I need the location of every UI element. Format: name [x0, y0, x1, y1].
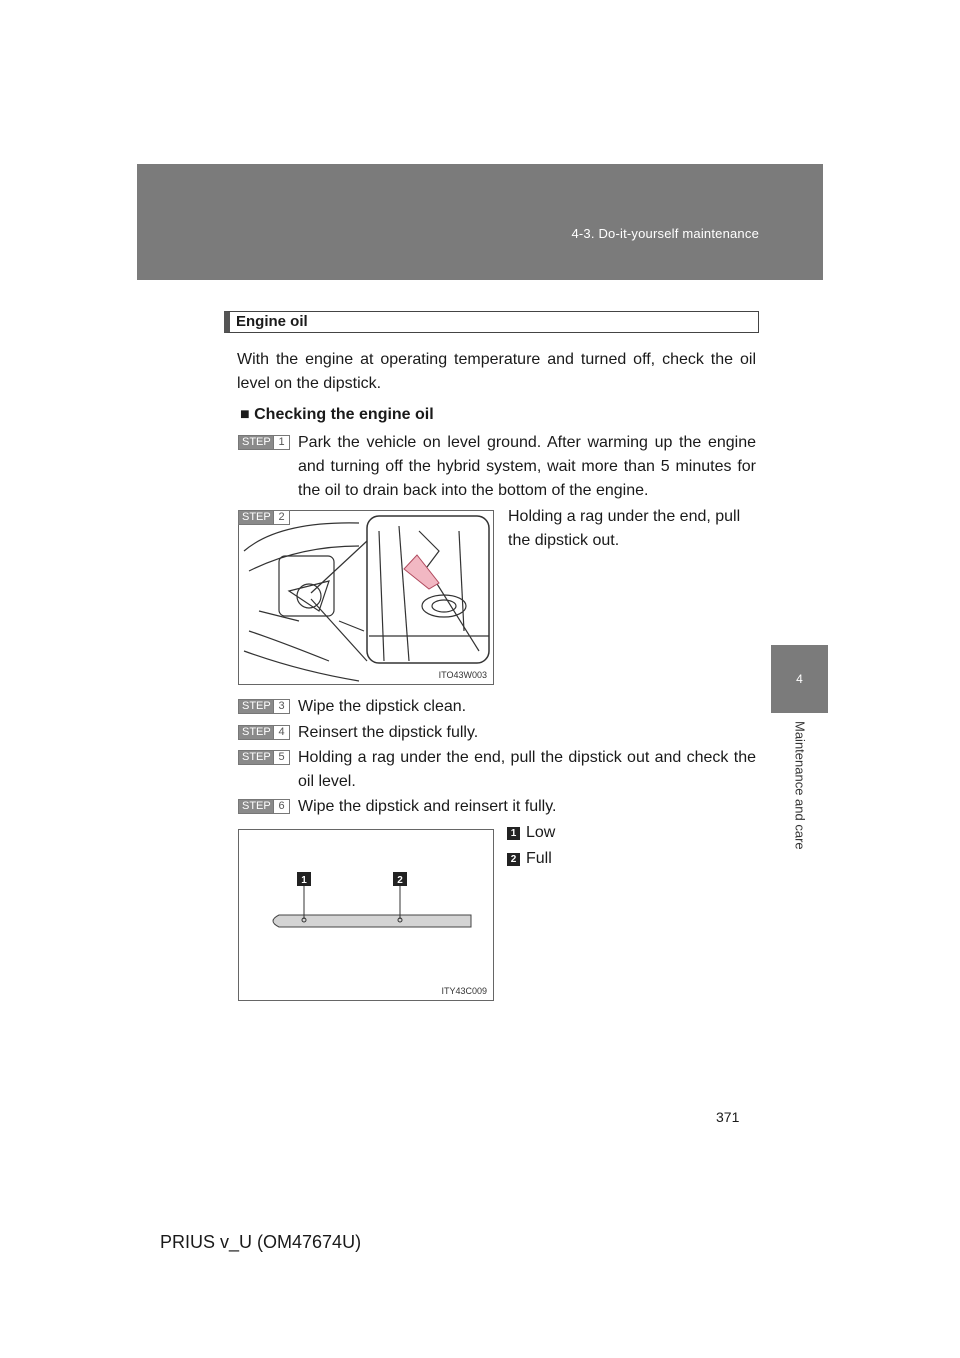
step-word: STEP: [242, 726, 271, 738]
header-band: [137, 164, 823, 280]
step-badge-2: [238, 510, 290, 525]
legend-item-full: [507, 850, 552, 868]
chapter-number: 4: [796, 672, 803, 686]
section-heading: Engine oil: [224, 311, 759, 333]
marker-full-number: 2: [397, 875, 403, 886]
legend-label: Full: [526, 850, 552, 867]
step-number: 6: [273, 800, 289, 813]
chapter-label: Maintenance and care: [792, 720, 808, 850]
figure-code: ITO43W003: [438, 670, 487, 680]
step-badge-5: [238, 750, 290, 765]
step-badge-3: [238, 699, 290, 714]
step-word: STEP: [242, 751, 271, 763]
intro-paragraph: With the engine at operating temperature and turned off, check the oil level on the dipstick.: [237, 351, 756, 392]
engine-bay-illustration: [239, 511, 494, 685]
figure-code: ITY43C009: [441, 986, 487, 996]
dipstick-illustration: [239, 830, 494, 1001]
section-title: 4-3. Do-it-yourself maintenance: [571, 226, 759, 241]
step-text-2: Holding a rag under the end, pull the dipstick out.: [508, 508, 741, 549]
subheading: ■ Checking the engine oil: [240, 406, 434, 423]
page-number: 371: [716, 1109, 740, 1125]
step-text-3: Wipe the dipstick clean.: [298, 698, 467, 715]
step-text-4: Reinsert the dipstick fully.: [298, 724, 479, 741]
step-text-1: Park the vehicle on level ground. After warming up the engine and turning off the hybrid system, wait more than 5 minutes for the oil to drain back into the bottom of the engine.: [298, 434, 756, 499]
step-word: STEP: [242, 511, 271, 523]
step-badge-4: [238, 725, 290, 740]
engine-bay-figure: [238, 510, 494, 685]
marker-icon: 2: [507, 853, 520, 866]
step-word: STEP: [242, 436, 271, 448]
step-number: 5: [273, 751, 289, 764]
step-word: STEP: [242, 800, 271, 812]
legend-item-low: [507, 824, 555, 842]
marker-low-number: 1: [301, 875, 307, 886]
dipstick-figure: [238, 829, 494, 1001]
document-footer: PRIUS v_U (OM47674U): [160, 1232, 362, 1252]
marker-icon: 1: [507, 827, 520, 840]
step-badge-6: [238, 799, 290, 814]
step-badge-1: [238, 435, 290, 450]
step-number: 2: [273, 511, 289, 524]
step-number: 4: [273, 726, 289, 739]
step-text-5: Holding a rag under the end, pull the dipstick out and check the oil level.: [298, 749, 756, 790]
step-word: STEP: [242, 700, 271, 712]
step-number: 3: [273, 700, 289, 713]
legend-label: Low: [526, 824, 556, 841]
step-number: 1: [273, 436, 289, 449]
step-text-6: Wipe the dipstick and reinsert it fully.: [298, 798, 557, 815]
